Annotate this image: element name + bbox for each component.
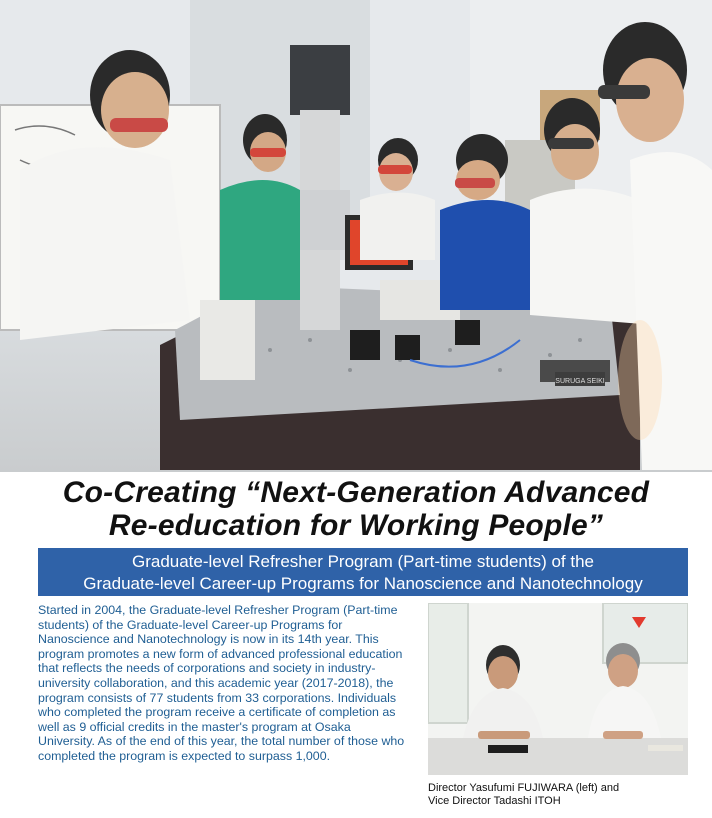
- photo-caption: [428, 782, 698, 807]
- program-banner: [38, 548, 688, 596]
- body-paragraph: Started in 2004, the Graduate-level Refresher Program (Part-time students) of the Graduate-level Career-up Programs for Nanoscience and Nanotechnology is now in its 14th year. This program promotes a new form of advanced professional education that reflects the needs of corporations and society in industry-university collaboration, and this academic year (2017-2018), the program consists of 77 students from 33 corporations. Individuals who completed the program receive a certificate of completion as well as 9 official credits in the master's program at Osaka University. As of the end of this year, the total number of those who completed the program is expected to surpass 1,000.: [38, 603, 405, 763]
- headline: [0, 476, 712, 542]
- body-text: [38, 603, 410, 764]
- caption-line-1: Director Yasufumi FUJIWARA (left) and: [428, 782, 620, 794]
- headline-line-2: Re-education for Working People”: [108, 509, 604, 542]
- caption-line-2: Vice Director Tadashi ITOH: [428, 794, 561, 807]
- directors-illustration: [428, 603, 688, 775]
- equipment-label: SURUGA SEIKI: [555, 378, 605, 385]
- inset-photo: [428, 603, 688, 775]
- headline-line-1: Co-Creating “Next-Generation Advanced: [62, 476, 650, 509]
- banner-line-1: Graduate-level Refresher Program (Part-time students) of the: [131, 552, 595, 571]
- banner-line-2: Graduate-level Career-up Programs for Nanoscience and Nanotechnology: [83, 574, 643, 593]
